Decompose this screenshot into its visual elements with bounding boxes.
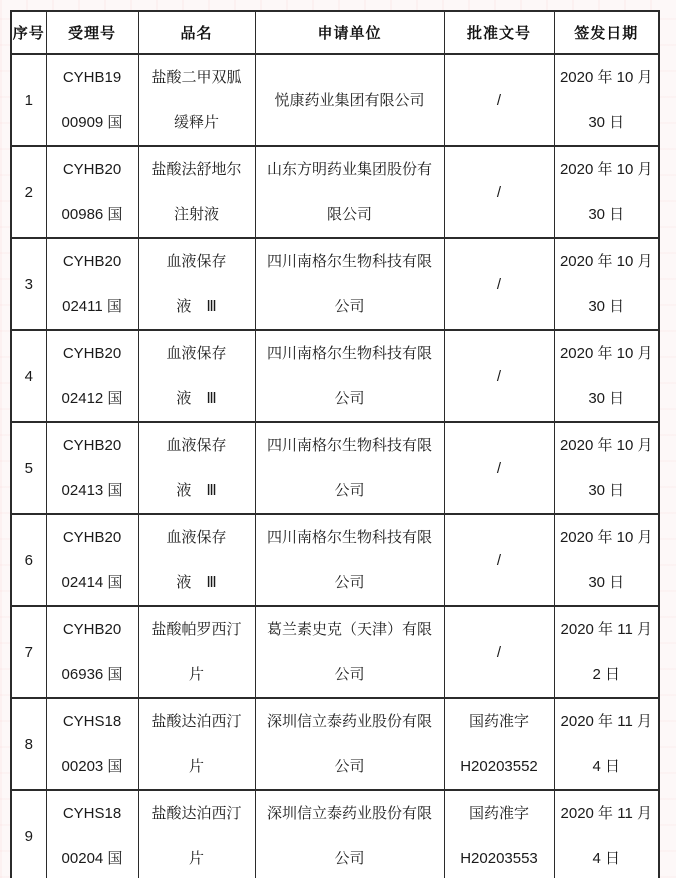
- cell-line: 四川南格尔生物科技有限: [266, 529, 432, 546]
- cell-date: [554, 238, 659, 330]
- cell-line: /: [496, 275, 502, 293]
- cell-acceptance: [46, 330, 138, 422]
- cell-line: 06936 国: [61, 666, 123, 683]
- cell-applicant: [255, 422, 444, 514]
- cell-approval: [444, 606, 554, 698]
- cell-line: /: [496, 551, 502, 569]
- cell-line: CYHB20: [62, 345, 122, 362]
- cell-no: [11, 606, 46, 698]
- table-row: [11, 238, 659, 330]
- table-row: [11, 514, 659, 606]
- cell-line: /: [496, 643, 502, 661]
- table-row: [11, 330, 659, 422]
- cell-product: [138, 54, 255, 146]
- cell-line: 9: [24, 827, 33, 845]
- header-cell-date: 签发日期: [554, 11, 659, 54]
- cell-approval: [444, 330, 554, 422]
- table-row: [11, 422, 659, 514]
- cell-line: 山东方明药业集团股份有: [266, 161, 432, 178]
- cell-approval: [444, 698, 554, 790]
- cell-line: 6: [24, 551, 33, 569]
- cell-applicant: [255, 698, 444, 790]
- header-cell-no: 序号: [11, 11, 46, 54]
- cell-line: 02411 国: [62, 298, 122, 315]
- cell-line: 00986 国: [61, 206, 123, 223]
- cell-line: 注射液: [173, 206, 219, 223]
- cell-line: 30 日: [588, 114, 625, 131]
- cell-line: 片: [188, 758, 204, 775]
- cell-line: 00204 国: [61, 850, 123, 867]
- cell-line: 四川南格尔生物科技有限: [266, 345, 432, 362]
- table-header: [11, 11, 659, 54]
- cell-line: 2020 年 10 月: [559, 345, 653, 362]
- cell-product: [138, 790, 255, 878]
- cell-product: [138, 238, 255, 330]
- cell-line: 公司: [334, 482, 365, 499]
- cell-line: 血液保存: [166, 529, 227, 546]
- table-row: [11, 606, 659, 698]
- cell-line: 3: [24, 275, 33, 293]
- cell-line: CYHB20: [62, 161, 122, 178]
- cell-line: 5: [24, 459, 33, 477]
- cell-line: /: [496, 459, 502, 477]
- cell-line: 深圳信立泰药业股份有限: [266, 713, 432, 730]
- header-row: [11, 11, 659, 54]
- cell-approval: [444, 790, 554, 878]
- cell-line: /: [496, 91, 502, 109]
- cell-line: 葛兰素史克（天津）有限: [266, 621, 432, 638]
- cell-no: [11, 514, 46, 606]
- cell-applicant: [255, 146, 444, 238]
- cell-line: CYHB20: [62, 621, 122, 638]
- cell-line: 4 日: [592, 758, 620, 775]
- cell-applicant: [255, 238, 444, 330]
- cell-line: 液 Ⅲ: [176, 390, 217, 407]
- cell-applicant: [255, 330, 444, 422]
- cell-line: 盐酸帕罗西汀: [151, 621, 242, 638]
- cell-acceptance: [46, 698, 138, 790]
- cell-line: 缓释片: [173, 114, 219, 131]
- table-body: [11, 54, 659, 878]
- cell-product: [138, 146, 255, 238]
- cell-line: 公司: [334, 298, 365, 315]
- cell-line: 2020 年 10 月: [559, 437, 653, 454]
- cell-line: 2020 年 10 月: [559, 253, 653, 270]
- cell-acceptance: [46, 146, 138, 238]
- cell-date: [554, 698, 659, 790]
- cell-product: [138, 422, 255, 514]
- cell-approval: [444, 514, 554, 606]
- table-row: [11, 146, 659, 238]
- cell-applicant: [255, 514, 444, 606]
- header-cell-product: 品名: [138, 11, 255, 54]
- cell-date: [554, 606, 659, 698]
- cell-line: 8: [24, 735, 33, 753]
- cell-line: 血液保存: [166, 253, 227, 270]
- cell-line: H20203552: [460, 758, 538, 775]
- cell-product: [138, 330, 255, 422]
- cell-line: 2020 年 10 月: [559, 161, 653, 178]
- cell-line: 限公司: [326, 206, 372, 223]
- cell-date: [554, 422, 659, 514]
- cell-line: 02414 国: [61, 574, 123, 591]
- header-cell-applicant: 申请单位: [255, 11, 444, 54]
- cell-line: 四川南格尔生物科技有限: [266, 253, 432, 270]
- cell-line: 公司: [334, 758, 365, 775]
- header-cell-approval: 批准文号: [444, 11, 554, 54]
- cell-no: [11, 330, 46, 422]
- cell-acceptance: [46, 606, 138, 698]
- cell-line: 悦康药业集团有限公司: [274, 91, 425, 109]
- cell-line: 国药准字: [468, 713, 529, 730]
- cell-line: 液 Ⅲ: [176, 482, 217, 499]
- cell-line: 片: [188, 850, 204, 867]
- cell-approval: [444, 422, 554, 514]
- table-row: [11, 54, 659, 146]
- cell-line: CYHB20: [62, 437, 122, 454]
- cell-line: H20203553: [460, 850, 538, 867]
- cell-line: 1: [24, 91, 33, 109]
- cell-applicant: [255, 606, 444, 698]
- cell-applicant: [255, 54, 444, 146]
- cell-line: 30 日: [588, 574, 625, 591]
- cell-line: 02413 国: [61, 482, 123, 499]
- cell-line: 国药准字: [468, 805, 529, 822]
- cell-acceptance: [46, 422, 138, 514]
- cell-product: [138, 606, 255, 698]
- cell-no: [11, 238, 46, 330]
- cell-no: [11, 790, 46, 878]
- cell-line: 2020 年 11 月: [560, 713, 652, 730]
- cell-line: 2020 年 11 月: [560, 805, 652, 822]
- cell-line: /: [496, 183, 502, 201]
- cell-line: 2020 年 10 月: [559, 529, 653, 546]
- cell-date: [554, 146, 659, 238]
- cell-line: 血液保存: [166, 437, 227, 454]
- cell-line: 盐酸法舒地尔: [151, 161, 242, 178]
- cell-acceptance: [46, 54, 138, 146]
- cell-date: [554, 330, 659, 422]
- cell-line: CYHS18: [62, 713, 122, 730]
- cell-date: [554, 514, 659, 606]
- cell-acceptance: [46, 790, 138, 878]
- cell-line: CYHB20: [62, 253, 122, 270]
- cell-line: 血液保存: [166, 345, 227, 362]
- table-row: [11, 790, 659, 878]
- header-cell-acceptance: 受理号: [46, 11, 138, 54]
- cell-line: 4 日: [592, 850, 620, 867]
- cell-line: /: [496, 367, 502, 385]
- cell-line: 盐酸达泊西汀: [151, 713, 242, 730]
- cell-no: [11, 146, 46, 238]
- cell-line: 00909 国: [61, 114, 123, 131]
- cell-line: 30 日: [588, 482, 625, 499]
- cell-line: 00203 国: [61, 758, 123, 775]
- cell-acceptance: [46, 514, 138, 606]
- cell-no: [11, 54, 46, 146]
- cell-date: [554, 790, 659, 878]
- cell-approval: [444, 238, 554, 330]
- cell-line: 深圳信立泰药业股份有限: [266, 805, 432, 822]
- cell-approval: [444, 54, 554, 146]
- cell-acceptance: [46, 238, 138, 330]
- cell-line: CYHB20: [62, 529, 122, 546]
- cell-line: 4: [24, 367, 33, 385]
- cell-date: [554, 54, 659, 146]
- cell-line: 片: [188, 666, 204, 683]
- cell-line: 公司: [334, 574, 365, 591]
- cell-line: 2020 年 10 月: [559, 69, 653, 86]
- cell-line: CYHS18: [62, 805, 122, 822]
- cell-line: CYHB19: [62, 69, 122, 86]
- drug-approval-table: [10, 10, 660, 878]
- cell-line: 2020 年 11 月: [560, 621, 652, 638]
- cell-line: 30 日: [588, 390, 625, 407]
- cell-no: [11, 698, 46, 790]
- cell-line: 02412 国: [61, 390, 123, 407]
- cell-line: 液 Ⅲ: [176, 298, 217, 315]
- cell-line: 液 Ⅲ: [176, 574, 217, 591]
- cell-product: [138, 514, 255, 606]
- cell-line: 公司: [334, 666, 365, 683]
- cell-line: 30 日: [588, 206, 625, 223]
- cell-approval: [444, 146, 554, 238]
- cell-product: [138, 698, 255, 790]
- cell-line: 2 日: [592, 666, 620, 683]
- cell-line: 公司: [334, 390, 365, 407]
- cell-line: 7: [24, 643, 33, 661]
- cell-applicant: [255, 790, 444, 878]
- cell-no: [11, 422, 46, 514]
- cell-line: 盐酸达泊西汀: [151, 805, 242, 822]
- cell-line: 30 日: [588, 298, 625, 315]
- cell-line: 盐酸二甲双胍: [151, 69, 242, 86]
- cell-line: 公司: [334, 850, 365, 867]
- cell-line: 四川南格尔生物科技有限: [266, 437, 432, 454]
- cell-line: 2: [24, 183, 33, 201]
- table-row: [11, 698, 659, 790]
